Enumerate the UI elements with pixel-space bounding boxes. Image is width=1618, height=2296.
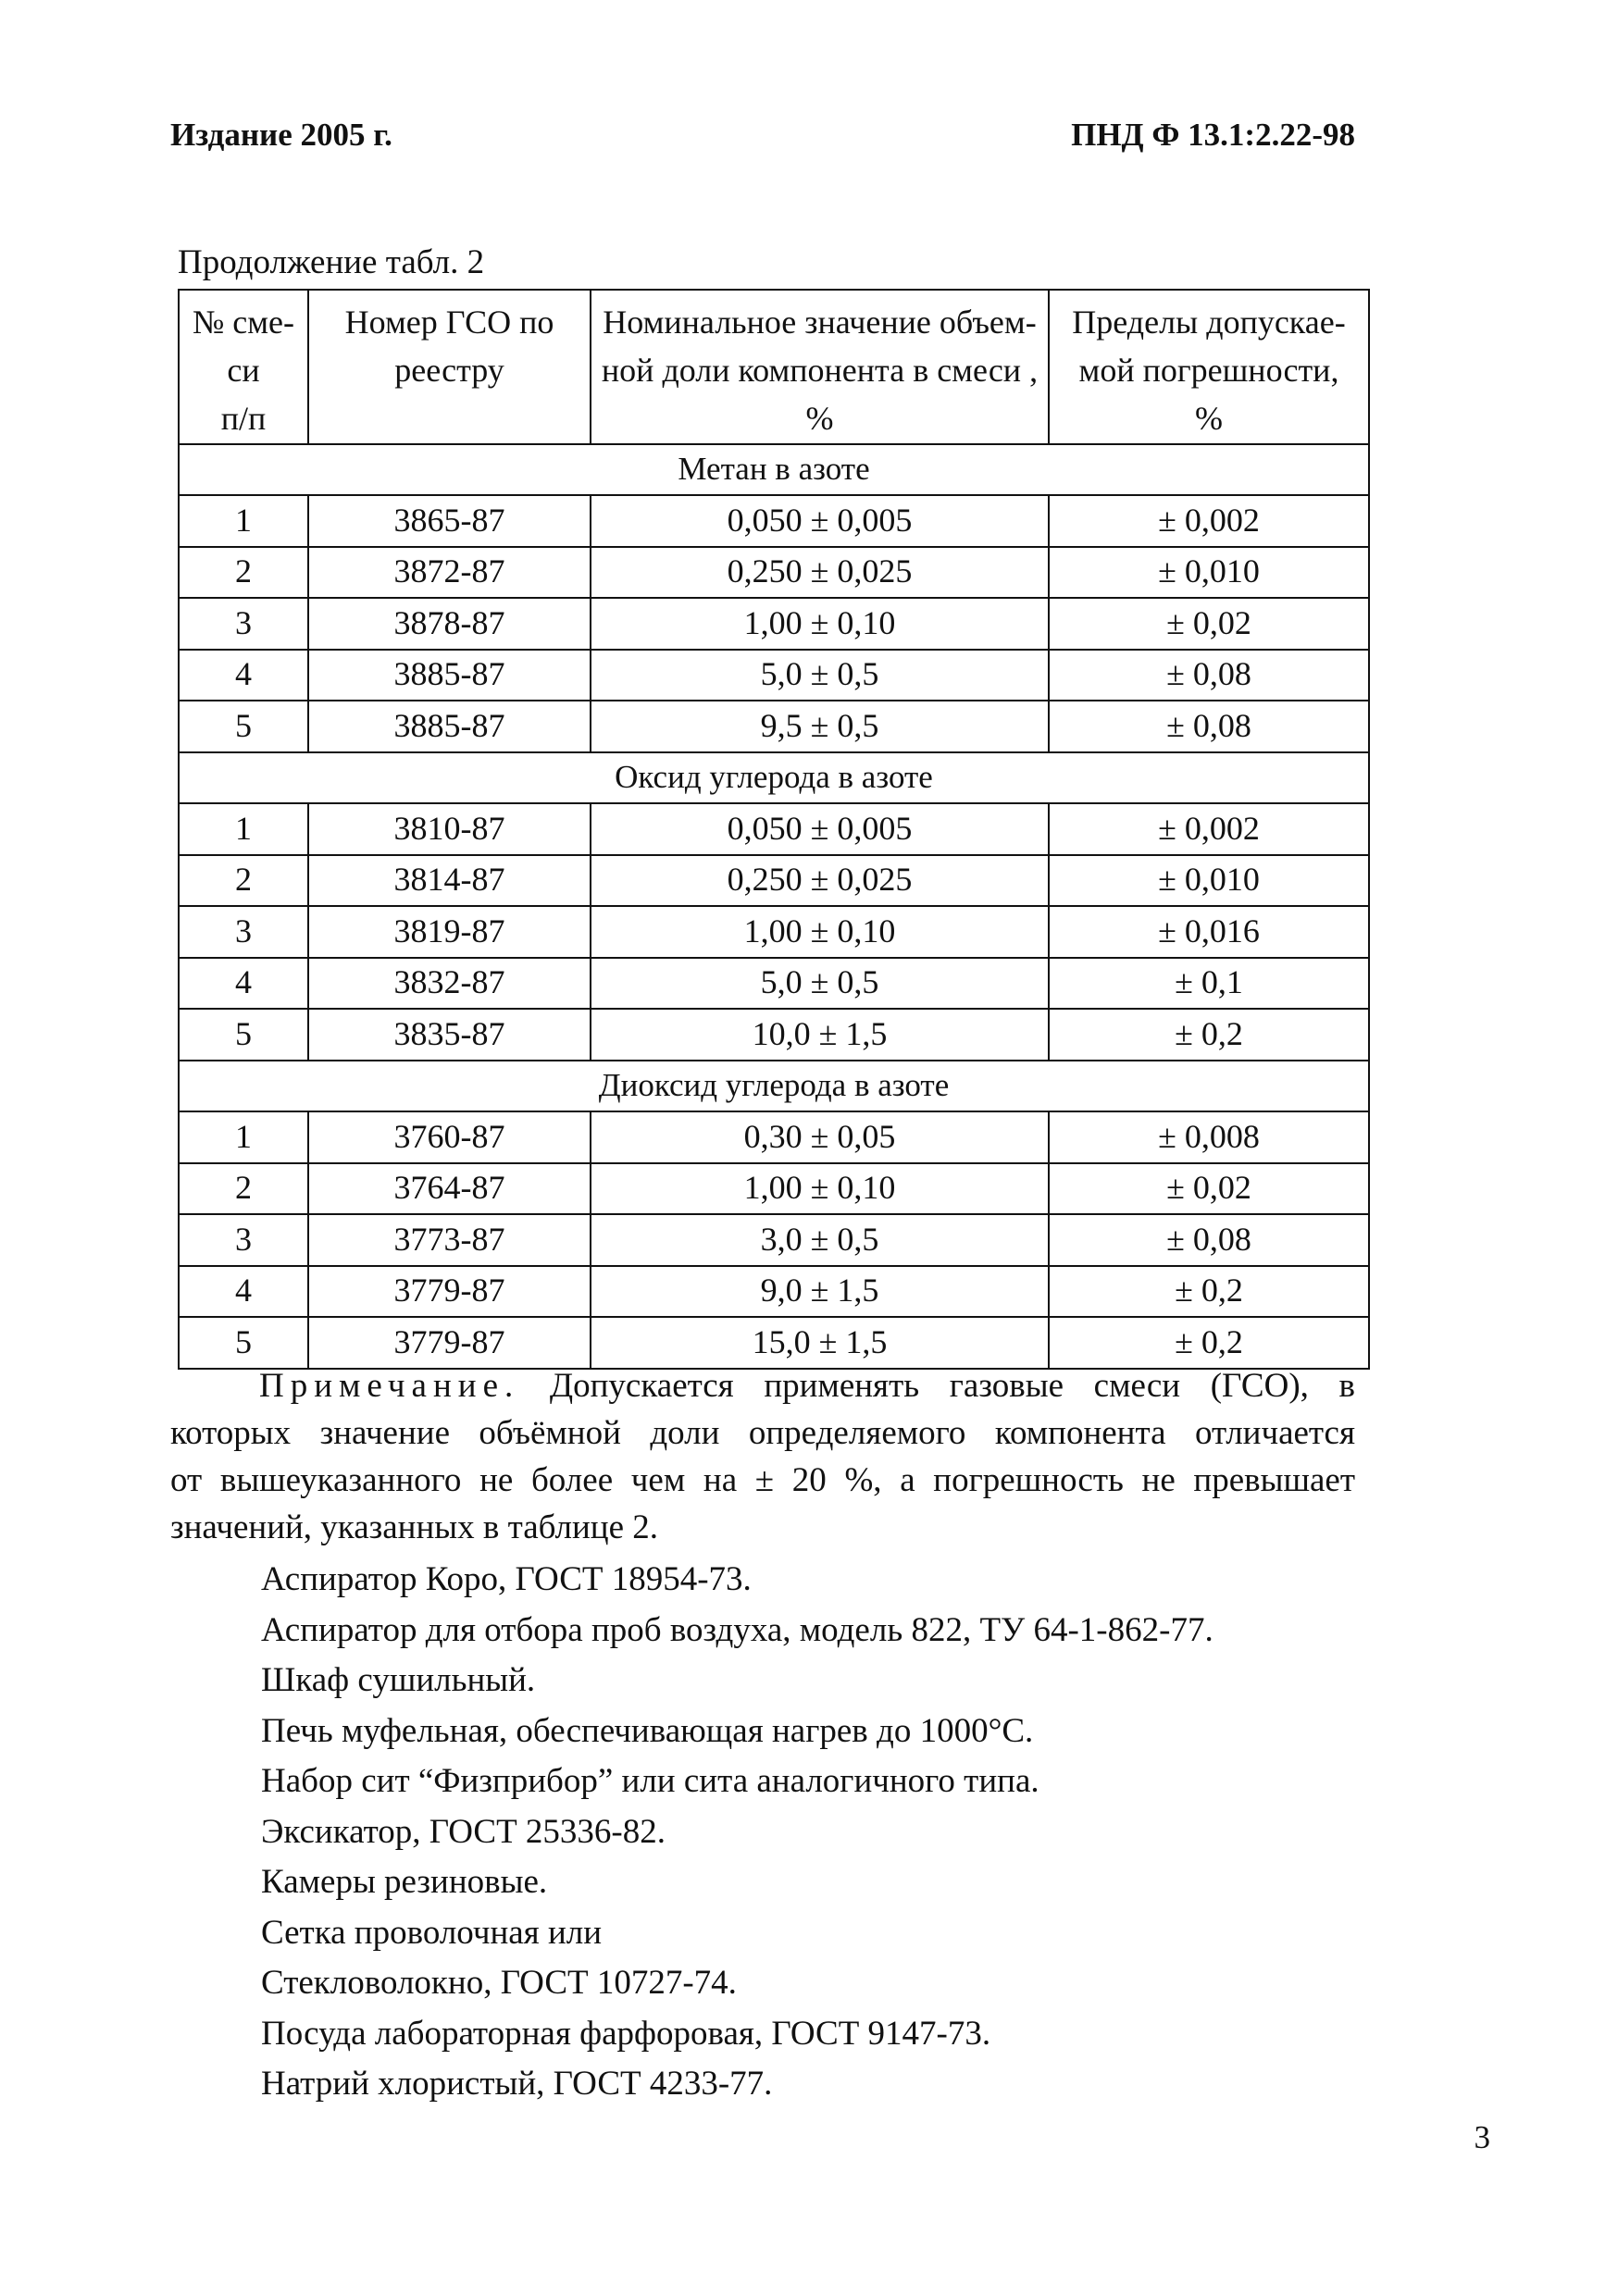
equipment-list — [261, 1555, 1214, 2110]
mixture-number-cell: 2 — [179, 855, 308, 907]
nominal-value-cell: 1,00 ± 0,10 — [591, 598, 1049, 650]
error-limit-cell: ± 0,010 — [1049, 547, 1369, 599]
note-text: Допускается применять газовые смеси (ГСО), в — [549, 1367, 1355, 1405]
table-row — [179, 495, 1369, 547]
gso-number-cell: 3832-87 — [308, 958, 591, 1010]
column-header-line: % — [805, 400, 834, 438]
error-limit-cell: ± 0,1 — [1049, 958, 1369, 1010]
section-title: Оксид углерода в азоте — [179, 752, 1369, 804]
equipment-item: Стекловолокно, ГОСТ 10727-74. — [261, 1964, 737, 2002]
gso-number-cell: 3810-87 — [308, 803, 591, 855]
section-row — [179, 444, 1369, 496]
column-header-line: си — [227, 352, 260, 390]
document-code: ПНД Ф 13.1:2.22-98 — [1071, 117, 1355, 153]
gso-number-cell: 3773-87 — [308, 1214, 591, 1266]
nominal-value-cell: 0,050 ± 0,005 — [591, 495, 1049, 547]
nominal-value-cell: 0,250 ± 0,025 — [591, 855, 1049, 907]
nominal-value-cell: 1,00 ± 0,10 — [591, 1163, 1049, 1215]
error-limit-cell: ± 0,08 — [1049, 701, 1369, 752]
error-limit-cell: ± 0,02 — [1049, 1163, 1369, 1215]
nominal-value-cell: 15,0 ± 1,5 — [591, 1317, 1049, 1369]
mixture-number-cell: 1 — [179, 1111, 308, 1163]
nominal-value-cell: 10,0 ± 1,5 — [591, 1009, 1049, 1061]
nominal-value-cell: 1,00 ± 0,10 — [591, 906, 1049, 958]
table-header — [179, 290, 1369, 444]
column-header-line: % — [1195, 400, 1223, 438]
mixture-number-cell: 4 — [179, 958, 308, 1010]
column-header-line: реестру — [394, 352, 504, 390]
note-line — [170, 1362, 1355, 1409]
error-limit-cell: ± 0,02 — [1049, 598, 1369, 650]
mixture-number-cell: 2 — [179, 547, 308, 599]
equipment-item: Камеры резиновые. — [261, 1863, 548, 1901]
section-title: Метан в азоте — [179, 444, 1369, 496]
note-line: значений, указанных в таблице 2. — [170, 1508, 659, 1546]
table-row — [179, 701, 1369, 752]
error-limit-cell: ± 0,08 — [1049, 650, 1369, 701]
mixture-number-cell: 5 — [179, 701, 308, 752]
note-lead: Примечание. — [259, 1367, 520, 1405]
mixture-number-cell: 2 — [179, 1163, 308, 1215]
note-line: которых значение объёмной доли определяемого компонента отличается — [170, 1414, 1355, 1452]
nominal-value-cell: 0,050 ± 0,005 — [591, 803, 1049, 855]
nominal-value-cell: 5,0 ± 0,5 — [591, 650, 1049, 701]
gso-number-cell: 3779-87 — [308, 1317, 591, 1369]
note-line: от вышеуказанного не более чем на ± 20 %, а погрешность не превышает — [170, 1461, 1355, 1499]
mixture-number-cell: 4 — [179, 650, 308, 701]
error-limit-cell: ± 0,2 — [1049, 1009, 1369, 1061]
nominal-value-cell: 0,250 ± 0,025 — [591, 547, 1049, 599]
table-row — [179, 855, 1369, 907]
gso-number-cell: 3779-87 — [308, 1266, 591, 1318]
column-header — [1049, 290, 1369, 444]
column-header-line: Пределы допускае- — [1072, 304, 1346, 341]
column-header — [179, 290, 308, 444]
column-header-line: ной доли компонента в смеси , — [601, 352, 1039, 390]
table-caption: Продолжение табл. 2 — [178, 243, 485, 281]
table-row — [179, 1111, 1369, 1163]
column-header-line: Номинальное значение объем- — [603, 304, 1037, 341]
section-title: Диоксид углерода в азоте — [179, 1061, 1369, 1112]
table-header-row — [179, 290, 1369, 444]
equipment-item: Аспиратор Коро, ГОСТ 18954-73. — [261, 1560, 752, 1598]
equipment-item: Набор сит “Физприбор” или сита аналогичного типа. — [261, 1762, 1039, 1800]
nominal-value-cell: 9,5 ± 0,5 — [591, 701, 1049, 752]
equipment-item: Аспиратор для отбора проб воздуха, модель 822, ТУ 64-1-862-77. — [261, 1610, 1214, 1649]
error-limit-cell: ± 0,08 — [1049, 1214, 1369, 1266]
gso-number-cell: 3819-87 — [308, 906, 591, 958]
mixture-number-cell: 1 — [179, 495, 308, 547]
error-limit-cell: ± 0,2 — [1049, 1266, 1369, 1318]
table-row — [179, 803, 1369, 855]
section-row — [179, 752, 1369, 804]
gso-number-cell: 3835-87 — [308, 1009, 591, 1061]
mixture-number-cell: 3 — [179, 906, 308, 958]
gso-number-cell: 3814-87 — [308, 855, 591, 907]
gso-number-cell: 3872-87 — [308, 547, 591, 599]
gso-number-cell: 3865-87 — [308, 495, 591, 547]
column-header — [591, 290, 1049, 444]
error-limit-cell: ± 0,010 — [1049, 855, 1369, 907]
equipment-item: Шкаф сушильный. — [261, 1661, 536, 1699]
column-header-line: № сме- — [192, 304, 295, 341]
table-row — [179, 1214, 1369, 1266]
nominal-value-cell: 9,0 ± 1,5 — [591, 1266, 1049, 1318]
error-limit-cell: ± 0,008 — [1049, 1111, 1369, 1163]
gso-number-cell: 3764-87 — [308, 1163, 591, 1215]
equipment-item: Натрий хлористый, ГОСТ 4233-77. — [261, 2065, 773, 2103]
mixture-number-cell: 3 — [179, 598, 308, 650]
gso-number-cell: 3885-87 — [308, 650, 591, 701]
equipment-item: Посуда лабораторная фарфоровая, ГОСТ 9147-73. — [261, 2014, 991, 2053]
table-row — [179, 547, 1369, 599]
error-limit-cell: ± 0,002 — [1049, 495, 1369, 547]
mixture-number-cell: 1 — [179, 803, 308, 855]
error-limit-cell: ± 0,2 — [1049, 1317, 1369, 1369]
nominal-value-cell: 3,0 ± 0,5 — [591, 1214, 1049, 1266]
table-row — [179, 1266, 1369, 1318]
table-row — [179, 1163, 1369, 1215]
mixture-number-cell: 5 — [179, 1317, 308, 1369]
edition-label: Издание 2005 г. — [170, 117, 392, 153]
gso-number-cell: 3760-87 — [308, 1111, 591, 1163]
mixture-number-cell: 3 — [179, 1214, 308, 1266]
table-row — [179, 906, 1369, 958]
error-limit-cell: ± 0,002 — [1049, 803, 1369, 855]
mixture-number-cell: 5 — [179, 1009, 308, 1061]
nominal-value-cell: 0,30 ± 0,05 — [591, 1111, 1049, 1163]
table-row — [179, 598, 1369, 650]
table-note — [170, 1362, 1355, 1551]
equipment-item: Эксикатор, ГОСТ 25336-82. — [261, 1812, 666, 1851]
gso-table — [178, 289, 1370, 1370]
table-row — [179, 958, 1369, 1010]
gso-number-cell: 3878-87 — [308, 598, 591, 650]
table-row — [179, 1009, 1369, 1061]
table-body — [179, 444, 1369, 1369]
error-limit-cell: ± 0,016 — [1049, 906, 1369, 958]
nominal-value-cell: 5,0 ± 0,5 — [591, 958, 1049, 1010]
gso-number-cell: 3885-87 — [308, 701, 591, 752]
section-row — [179, 1061, 1369, 1112]
table-row — [179, 650, 1369, 701]
column-header-line: п/п — [220, 400, 267, 438]
column-header — [308, 290, 591, 444]
mixture-number-cell: 4 — [179, 1266, 308, 1318]
table-row — [179, 1317, 1369, 1369]
page-number: 3 — [1474, 2119, 1490, 2155]
column-header-line: мой погрешности, — [1078, 352, 1339, 390]
column-header-line: Номер ГСО по — [344, 304, 554, 341]
equipment-item: Печь муфельная, обеспечивающая нагрев до 1000°С. — [261, 1711, 1034, 1750]
equipment-item: Сетка проволочная или — [261, 1913, 603, 1952]
